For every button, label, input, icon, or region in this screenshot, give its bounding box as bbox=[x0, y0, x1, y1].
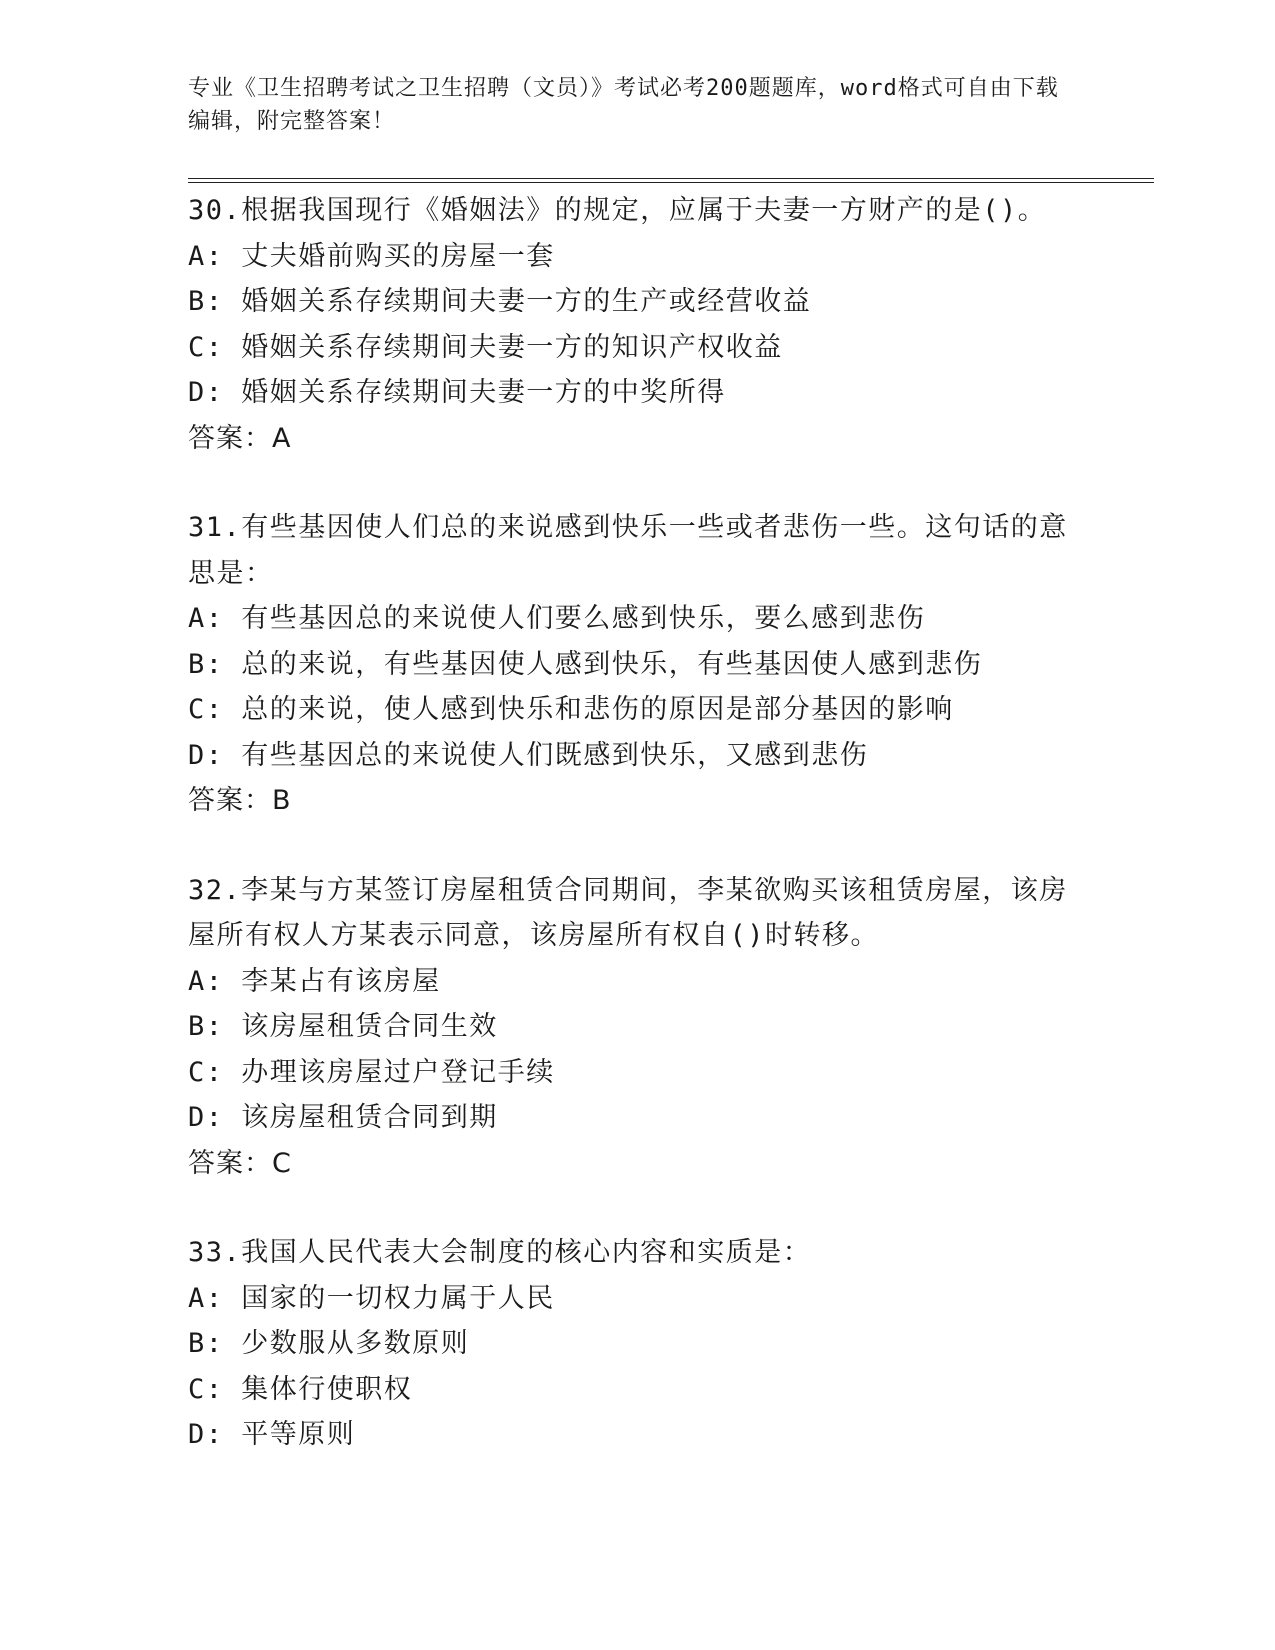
question-30 bbox=[188, 188, 1088, 461]
question-list bbox=[188, 188, 1088, 1458]
answer-label: 答案：C bbox=[188, 1147, 292, 1179]
option-d: D: 婚姻关系存续期间夫妻一方的中奖所得 bbox=[188, 377, 726, 408]
option-d: D: 平等原则 bbox=[188, 1419, 356, 1450]
question-stem: 31.有些基因使人们总的来说感到快乐一些或者悲伤一些。这句话的意思是： bbox=[188, 512, 1068, 589]
option-a: A: 有些基因总的来说使人们要么感到快乐，要么感到悲伤 bbox=[188, 603, 926, 634]
option-c: C: 集体行使职权 bbox=[188, 1373, 413, 1405]
header-divider-top bbox=[188, 178, 1154, 179]
option-b: B: 少数服从多数原则 bbox=[188, 1328, 470, 1359]
option-b: B: 婚姻关系存续期间夫妻一方的生产或经营收益 bbox=[188, 286, 812, 317]
option-b: B: 该房屋租赁合同生效 bbox=[188, 1011, 498, 1042]
question-stem: 32.李某与方某签订房屋租赁合同期间，李某欲购买该租赁房屋，该房屋所有权人方某表示同意，该房屋所有权自()时转移。 bbox=[188, 874, 1068, 951]
document-header: 专业《卫生招聘考试之卫生招聘（文员）》考试必考200题题库，word格式可自由下载编辑，附完整答案！ bbox=[188, 76, 1059, 134]
option-c: C: 办理该房屋过户登记手续 bbox=[188, 1056, 555, 1088]
option-d: D: 有些基因总的来说使人们既感到快乐，又感到悲伤 bbox=[188, 739, 869, 771]
option-b: B: 总的来说，有些基因使人感到快乐，有些基因使人感到悲伤 bbox=[188, 648, 983, 680]
option-c: C: 总的来说，使人感到快乐和悲伤的原因是部分基因的影响 bbox=[188, 694, 954, 725]
answer-label: 答案：B bbox=[188, 785, 292, 816]
question-stem: 30.根据我国现行《婚姻法》的规定，应属于夫妻一方财产的是()。 bbox=[188, 195, 1047, 226]
question-33 bbox=[188, 1230, 1088, 1458]
question-31 bbox=[188, 505, 1088, 824]
question-spacer bbox=[188, 1186, 1088, 1230]
question-32 bbox=[188, 868, 1088, 1187]
question-spacer bbox=[188, 461, 1088, 505]
question-spacer bbox=[188, 824, 1088, 868]
option-d: D: 该房屋租赁合同到期 bbox=[188, 1102, 498, 1133]
question-stem: 33.我国人民代表大会制度的核心内容和实质是： bbox=[188, 1237, 812, 1268]
header-divider-bottom bbox=[188, 182, 1154, 183]
option-a: A: 李某占有该房屋 bbox=[188, 965, 441, 997]
option-a: A: 丈夫婚前购买的房屋一套 bbox=[188, 240, 555, 272]
answer-label: 答案：A bbox=[188, 422, 292, 454]
option-a: A: 国家的一切权力属于人民 bbox=[188, 1282, 555, 1314]
option-c: C: 婚姻关系存续期间夫妻一方的知识产权收益 bbox=[188, 331, 783, 363]
